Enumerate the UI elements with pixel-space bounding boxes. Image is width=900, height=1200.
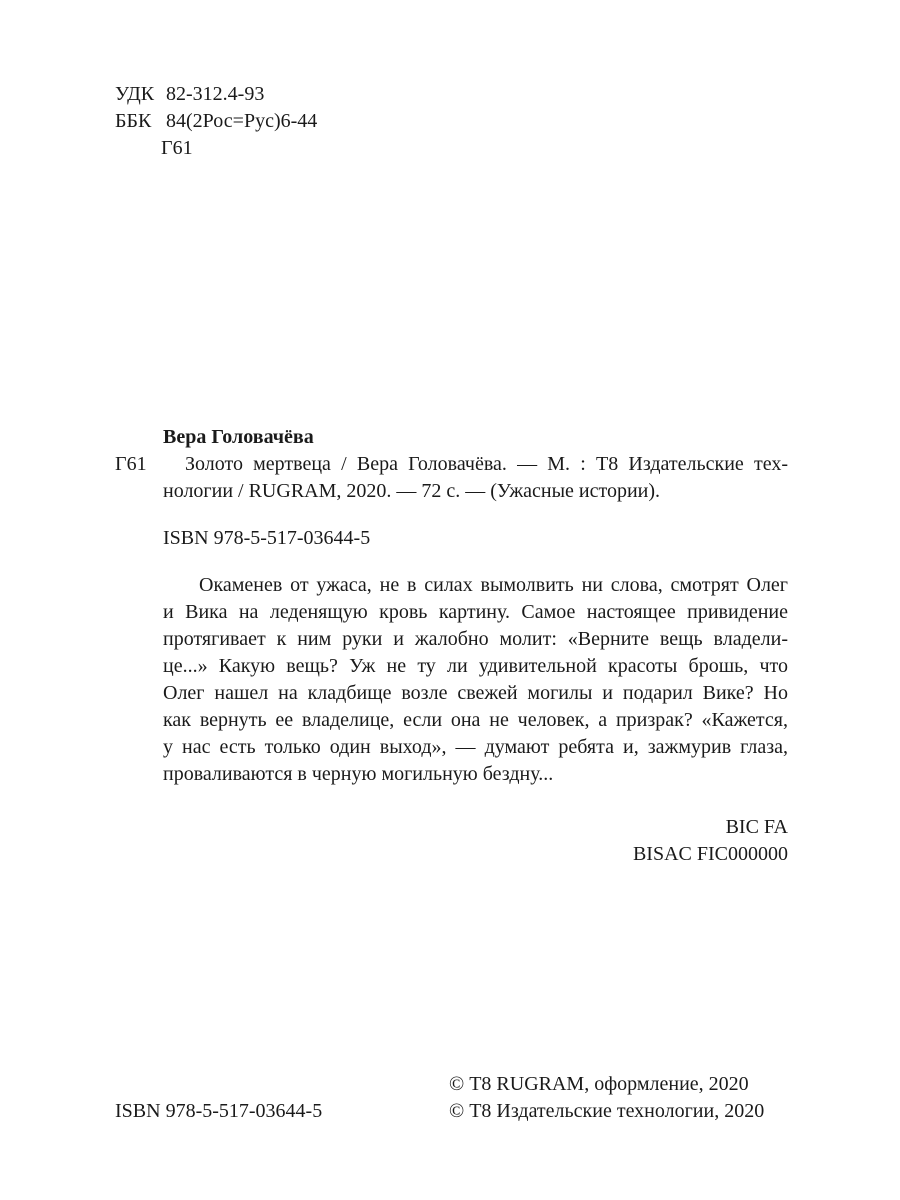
isbn-footer: ISBN 978-5-517-03644-5 [115, 1100, 323, 1122]
bic-code: BIC FA [725, 816, 788, 838]
copyright-line: © Т8 Издательские технологии, 2020 [449, 1100, 765, 1122]
author-name: Вера Головачёва [163, 426, 314, 448]
annotation-line: у нас есть только один выход», — думают ребята и, зажмурив глаза, [163, 736, 788, 758]
isbn-record: ISBN 978-5-517-03644-5 [163, 527, 371, 549]
annotation-line: Олег нашел на кладбище возле свежей могилы и подарил Вике? Но [163, 682, 788, 704]
description-line: нологии / RUGRAM, 2020. — 72 с. — (Ужасные истории). [163, 480, 661, 502]
bibliographic-description [163, 451, 788, 505]
bbk-value: 84(2Рос=Рус)6-44 [166, 110, 318, 132]
bbk-line [115, 108, 317, 135]
annotation-line: Окаменев от ужаса, не в силах вымолвить ни слова, смотрят Олег [199, 574, 788, 596]
author-mark-record: Г61 [115, 453, 147, 475]
udk-value: 82-312.4-93 [166, 83, 265, 105]
udk-line [115, 81, 264, 108]
bisac-code: BISAC FIC000000 [632, 843, 788, 865]
bbk-label: ББК [115, 110, 152, 132]
annotation-line: протягивает к ним руки и жалобно молит: «Верните вещь владели- [163, 628, 788, 650]
annotation-line: и Вика на леденящую кровь картину. Самое настоящее привидение [163, 601, 788, 623]
copyright-line: © Т8 RUGRAM, оформление, 2020 [449, 1073, 749, 1095]
annotation [163, 572, 788, 788]
annotation-line: как вернуть ее владелице, если она не человек, а призрак? «Кажется, [163, 709, 788, 731]
author-mark-top: Г61 [161, 137, 193, 159]
annotation-line: проваливаются в черную могильную бездну... [163, 763, 554, 785]
annotation-line: це...» Какую вещь? Уж не ту ли удивительной красоты брошь, что [163, 655, 788, 677]
description-line: Золото мертвеца / Вера Головачёва. — М. : Т8 Издательские тех- [185, 453, 788, 475]
udk-label: УДК [115, 83, 155, 105]
